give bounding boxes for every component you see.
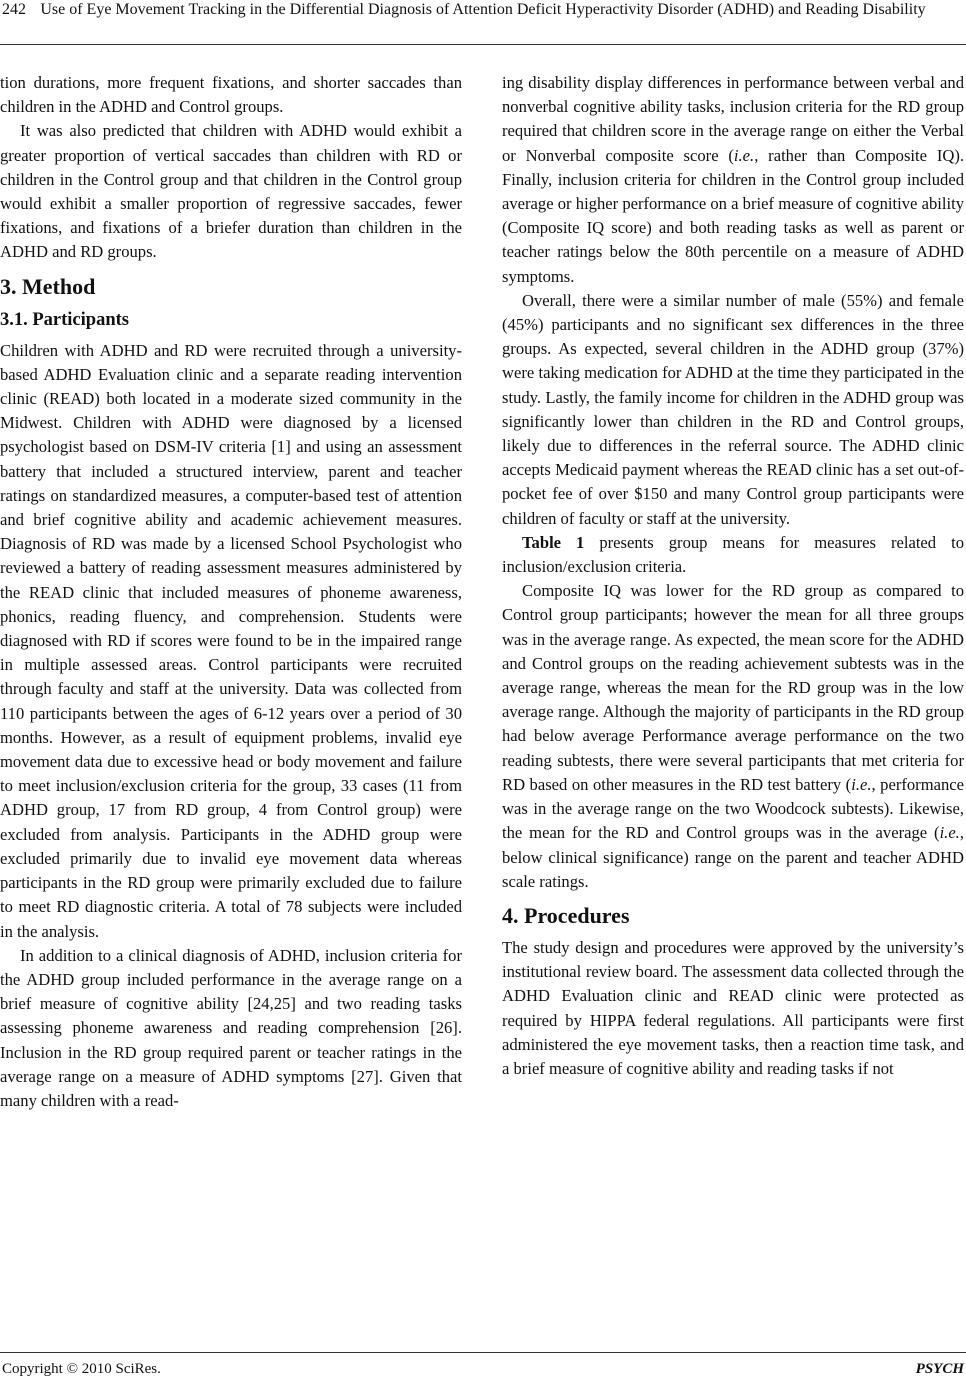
- paragraph: [502, 579, 964, 894]
- page-number: 242: [2, 1, 26, 18]
- paragraph: [502, 71, 964, 289]
- table-reference: Table 1: [522, 532, 585, 552]
- paragraph: In addition to a clinical diagnosis of ADHD, inclusion criteria for the ADHD group included performance in the average range on a brief measure of cognitive ability [24,25] and two reading tasks assessing phoneme awareness and reading comprehension [26]. Inclusion in the RD group required parent or teacher ratings in the average range on a measure of ADHD symptoms [27]. Given that many children with a read-: [0, 945, 462, 1110]
- paragraph: Children with ADHD and RD were recruited through a university-based ADHD Evaluation clinic and a separate reading intervention clinic (READ) both located in a moderate sized community in the Midwest. Children with ADHD were diagnosed by a licensed psychologist based on DSM-IV criteria [1] and using an assessment battery that included a structured interview, parent and teacher ratings on standardized measures, a computer-based test of attention and brief cognitive ability and academic achievement measures. Diagnosis of RD was made by a licensed School Psychologist who reviewed a battery of reading assessment measures administered by the READ clinic that included measures of phoneme awareness, phonics, reading fluency, and comprehension. Students were diagnosed with RD if scores were found to be in the impaired range in multiple assessed areas. Control participants were recruited through faculty and staff at the university. Data was collected from 110 participants between the ages of 6-12 years over a period of 30 months. However, as a result of equipment problems, invalid eye movement data due to excessive head or body movement and failure to meet inclusion/exclusion criteria for the group, 33 cases (11 from ADHD group, 17 from RD group, 4 from Control group) were excluded from analysis. Participants in the ADHD group were excluded primarily due to invalid eye movement data whereas participants in the RD group were primarily excluded due to failure to meet RD diagnostic criteria. A total of 78 subjects were included in the analysis.: [0, 340, 462, 941]
- paragraph: Overall, there were a similar number of male (55%) and female (45%) participants and no significant sex differences in the three groups. As expected, several children in the ADHD group (37%) were taking medication for ADHD at the time they participated in the study. Lastly, the family income for children in the ADHD group was significantly lower than children in the RD and Control groups, likely due to differences in the referral source. The ADHD clinic accepts Medicaid payment whereas the READ clinic has a set out-of-pocket fee of over $150 and many Control group participants were children of faculty or staff at the university.: [502, 290, 964, 528]
- text-run: , below clinical significance) range on the parent and teacher ADHD scale ratings.: [502, 823, 964, 891]
- italic-text: i.e.: [851, 774, 872, 794]
- journal-name: PSYCH: [915, 1361, 964, 1377]
- italic-text: i.e.: [939, 823, 960, 843]
- page-header: [0, 0, 966, 46]
- left-column: [0, 71, 462, 1113]
- paragraph: The study design and procedures were approved by the university’s institutional review board. The assessment data collected through the ADHD Evaluation clinic and READ clinic were protected as required by HIPPA federal regulations. All participants were first administered the eye movement tasks, then a reaction time task, and a brief measure of cognitive ability and reading tasks if not: [502, 937, 964, 1078]
- italic-text: i.e.: [733, 145, 755, 165]
- text-run: Composite IQ was lower for the RD group as compared to Control group participants; however the mean for all three groups was in the average range. As expected, the mean score for the ADHD and Control groups on the reading achievement subtests was in the average range, whereas the mean for the RD group was in the low average range. Although the majority of participants in the RD group had below average Performance average performance on the two reading subtests, there were several participants that met criteria for RD based on other measures in the RD test battery (: [502, 581, 964, 794]
- paragraph: It was also predicted that children with ADHD would exhibit a greater proportion of vertical saccades than children with RD or children in the Control group and that children in the Control group would exhibit a smaller proportion of regressive saccades, fewer fixations, and fixations of a briefer duration than children in the ADHD and RD groups.: [0, 121, 462, 262]
- right-column: [502, 71, 964, 1081]
- copyright-notice: Copyright © 2010 SciRes.: [2, 1361, 161, 1377]
- text-run: , performance was in the average range on the two Woodcock subtests). Likewise, the mean for the RD and Control groups was in the average (: [502, 774, 964, 843]
- paragraph: tion durations, more frequent fixations, and shorter saccades than children in the ADHD and Control groups.: [0, 73, 462, 117]
- text-run: ing disability display differences in performance between verbal and nonverbal cognitive ability tasks, inclusion criteria for the RD group required that children score in the average range on either the Verbal or Nonverbal composite score (: [502, 73, 964, 165]
- paragraph: [502, 531, 964, 579]
- text-run: , rather than Composite IQ). Finally, inclusion criteria for children in the Control group included average or higher performance on a brief measure of cognitive ability (Composite IQ score) and both reading tasks as well as parent or teacher ratings below the 80th percentile on a measure of ADHD symptoms.: [502, 145, 965, 286]
- header-rule: [0, 44, 966, 45]
- page-footer: [0, 1357, 966, 1383]
- text-run: presents group means for measures related to inclusion/exclusion criteria.: [502, 532, 965, 577]
- running-title: Use of Eye Movement Tracking in the Differential Diagnosis of Attention Deficit Hyperactivity Disorder (ADHD) and Reading Disability: [40, 1, 926, 18]
- section-heading-method: 3. Method: [0, 273, 96, 299]
- subsection-heading-participants: 3.1. Participants: [0, 309, 129, 330]
- footer-rule: [0, 1352, 966, 1353]
- section-heading-procedures: 4. Procedures: [502, 902, 630, 928]
